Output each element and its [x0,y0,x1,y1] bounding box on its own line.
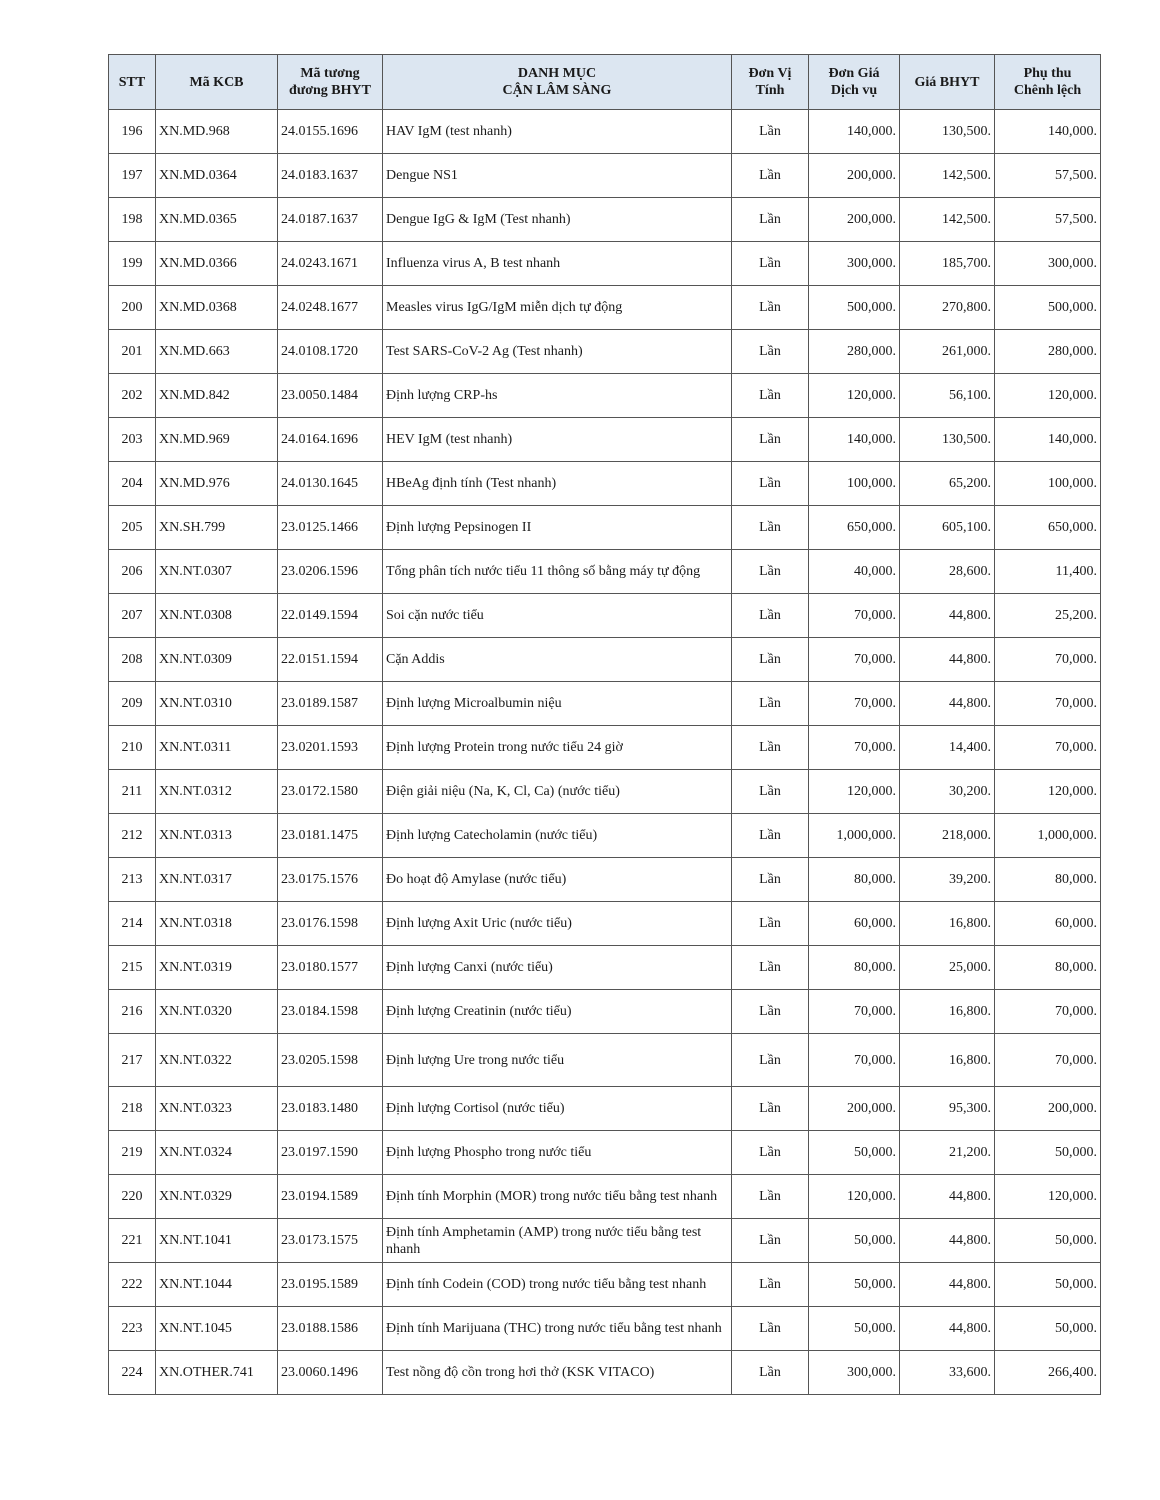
table-row [109,418,1101,462]
cell-service-name: Tổng phân tích nước tiểu 11 thông số bằng máy tự động [383,550,732,594]
cell-don-gia: 50,000. [809,1307,900,1351]
cell-phu-thu: 70,000. [995,682,1101,726]
cell-gia-bhyt: 65,200. [900,462,995,506]
cell-gia-bhyt: 16,800. [900,1034,995,1087]
cell-ma-kcb: XN.NT.0311 [156,726,278,770]
table-header-row [109,55,1101,110]
cell-phu-thu: 140,000. [995,418,1101,462]
cell-ma-bhyt: 23.0184.1598 [278,990,383,1034]
cell-unit: Lần [732,550,809,594]
cell-gia-bhyt: 185,700. [900,242,995,286]
table-row [109,198,1101,242]
cell-don-gia: 100,000. [809,462,900,506]
cell-gia-bhyt: 25,000. [900,946,995,990]
cell-phu-thu: 50,000. [995,1263,1101,1307]
cell-ma-kcb: XN.MD.0364 [156,154,278,198]
cell-gia-bhyt: 30,200. [900,770,995,814]
cell-unit: Lần [732,858,809,902]
cell-ma-bhyt: 23.0173.1575 [278,1219,383,1263]
cell-unit: Lần [732,198,809,242]
cell-stt: 220 [109,1175,156,1219]
cell-phu-thu: 11,400. [995,550,1101,594]
cell-phu-thu: 50,000. [995,1307,1101,1351]
cell-ma-kcb: XN.NT.0324 [156,1131,278,1175]
cell-don-gia: 300,000. [809,1351,900,1395]
table-row [109,858,1101,902]
cell-stt: 200 [109,286,156,330]
table-row [109,638,1101,682]
table-row [109,374,1101,418]
cell-don-gia: 140,000. [809,110,900,154]
cell-don-gia: 70,000. [809,594,900,638]
cell-ma-kcb: XN.NT.0312 [156,770,278,814]
cell-phu-thu: 50,000. [995,1131,1101,1175]
cell-service-name: Đo hoạt độ Amylase (nước tiểu) [383,858,732,902]
cell-ma-kcb: XN.NT.0320 [156,990,278,1034]
cell-ma-bhyt: 23.0206.1596 [278,550,383,594]
cell-unit: Lần [732,770,809,814]
header-ma-kcb: Mã KCB [156,55,278,110]
cell-ma-bhyt: 24.0187.1637 [278,198,383,242]
cell-ma-bhyt: 23.0188.1586 [278,1307,383,1351]
cell-don-gia: 80,000. [809,858,900,902]
cell-ma-bhyt: 24.0130.1645 [278,462,383,506]
cell-phu-thu: 280,000. [995,330,1101,374]
cell-ma-kcb: XN.MD.663 [156,330,278,374]
header-stt: STT [109,55,156,110]
cell-gia-bhyt: 16,800. [900,902,995,946]
cell-unit: Lần [732,594,809,638]
table-row [109,902,1101,946]
cell-phu-thu: 70,000. [995,638,1101,682]
cell-stt: 215 [109,946,156,990]
cell-phu-thu: 100,000. [995,462,1101,506]
header-don-gia-line2: Dịch vụ [830,83,878,98]
cell-gia-bhyt: 44,800. [900,638,995,682]
cell-gia-bhyt: 261,000. [900,330,995,374]
cell-service-name: HEV IgM (test nhanh) [383,418,732,462]
header-gia-bhyt: Giá BHYT [900,55,995,110]
cell-ma-bhyt: 22.0151.1594 [278,638,383,682]
cell-ma-bhyt: 23.0194.1589 [278,1175,383,1219]
cell-gia-bhyt: 39,200. [900,858,995,902]
cell-ma-bhyt: 24.0183.1637 [278,154,383,198]
cell-phu-thu: 300,000. [995,242,1101,286]
table-row [109,154,1101,198]
cell-gia-bhyt: 44,800. [900,1175,995,1219]
cell-service-name: Định lượng CRP-hs [383,374,732,418]
cell-don-gia: 200,000. [809,154,900,198]
cell-phu-thu: 120,000. [995,770,1101,814]
cell-gia-bhyt: 56,100. [900,374,995,418]
cell-don-gia: 60,000. [809,902,900,946]
cell-unit: Lần [732,418,809,462]
cell-service-name: Định tính Morphin (MOR) trong nước tiểu bằng test nhanh [383,1175,732,1219]
cell-gia-bhyt: 95,300. [900,1087,995,1131]
cell-stt: 198 [109,198,156,242]
cell-ma-bhyt: 23.0060.1496 [278,1351,383,1395]
cell-phu-thu: 80,000. [995,946,1101,990]
cell-ma-kcb: XN.NT.0307 [156,550,278,594]
cell-unit: Lần [732,110,809,154]
table-row [109,286,1101,330]
cell-service-name: Influenza virus A, B test nhanh [383,242,732,286]
cell-ma-kcb: XN.NT.0323 [156,1087,278,1131]
cell-phu-thu: 57,500. [995,154,1101,198]
cell-unit: Lần [732,1087,809,1131]
cell-service-name: Điện giải niệu (Na, K, Cl, Ca) (nước tiểu) [383,770,732,814]
table-row [109,990,1101,1034]
table-row [109,110,1101,154]
cell-gia-bhyt: 270,800. [900,286,995,330]
cell-service-name: Measles virus IgG/IgM miễn dịch tự động [383,286,732,330]
cell-ma-kcb: XN.NT.0329 [156,1175,278,1219]
cell-service-name: Định lượng Catecholamin (nước tiểu) [383,814,732,858]
cell-unit: Lần [732,242,809,286]
header-ma-tuong-duong: Mã tương đương BHYT [278,55,383,110]
cell-gia-bhyt: 28,600. [900,550,995,594]
cell-don-gia: 70,000. [809,726,900,770]
cell-ma-bhyt: 24.0164.1696 [278,418,383,462]
cell-gia-bhyt: 21,200. [900,1131,995,1175]
cell-ma-bhyt: 23.0189.1587 [278,682,383,726]
cell-gia-bhyt: 33,600. [900,1351,995,1395]
cell-ma-kcb: XN.MD.842 [156,374,278,418]
cell-phu-thu: 70,000. [995,726,1101,770]
cell-ma-kcb: XN.MD.968 [156,110,278,154]
cell-ma-kcb: XN.NT.0313 [156,814,278,858]
cell-phu-thu: 57,500. [995,198,1101,242]
cell-ma-bhyt: 24.0108.1720 [278,330,383,374]
cell-don-gia: 140,000. [809,418,900,462]
cell-don-gia: 40,000. [809,550,900,594]
cell-ma-bhyt: 23.0183.1480 [278,1087,383,1131]
cell-stt: 214 [109,902,156,946]
header-phu-thu-line1: Phụ thu [1023,66,1072,81]
cell-service-name: Định lượng Axit Uric (nước tiểu) [383,902,732,946]
cell-phu-thu: 50,000. [995,1219,1101,1263]
cell-don-gia: 70,000. [809,1034,900,1087]
cell-ma-bhyt: 23.0180.1577 [278,946,383,990]
cell-unit: Lần [732,682,809,726]
cell-stt: 223 [109,1307,156,1351]
table-row [109,1087,1101,1131]
cell-stt: 204 [109,462,156,506]
cell-ma-bhyt: 23.0201.1593 [278,726,383,770]
table-row [109,1219,1101,1263]
cell-phu-thu: 70,000. [995,1034,1101,1087]
cell-ma-kcb: XN.MD.0368 [156,286,278,330]
cell-stt: 203 [109,418,156,462]
cell-don-gia: 120,000. [809,1175,900,1219]
table-row [109,462,1101,506]
cell-gia-bhyt: 14,400. [900,726,995,770]
cell-don-gia: 70,000. [809,682,900,726]
cell-service-name: HBeAg định tính (Test nhanh) [383,462,732,506]
cell-stt: 212 [109,814,156,858]
cell-phu-thu: 60,000. [995,902,1101,946]
header-don-vi-line2: Tính [755,83,785,98]
cell-gia-bhyt: 218,000. [900,814,995,858]
cell-stt: 218 [109,1087,156,1131]
cell-ma-bhyt: 23.0172.1580 [278,770,383,814]
cell-stt: 208 [109,638,156,682]
cell-phu-thu: 650,000. [995,506,1101,550]
cell-gia-bhyt: 605,100. [900,506,995,550]
cell-unit: Lần [732,1219,809,1263]
cell-service-name: Định lượng Cortisol (nước tiểu) [383,1087,732,1131]
cell-stt: 205 [109,506,156,550]
cell-service-name: Test SARS-CoV-2 Ag (Test nhanh) [383,330,732,374]
table-row [109,506,1101,550]
cell-ma-bhyt: 23.0125.1466 [278,506,383,550]
cell-ma-bhyt: 23.0176.1598 [278,902,383,946]
cell-don-gia: 500,000. [809,286,900,330]
table-row [109,594,1101,638]
cell-unit: Lần [732,1307,809,1351]
cell-unit: Lần [732,1034,809,1087]
cell-service-name: Dengue IgG & IgM (Test nhanh) [383,198,732,242]
header-danh-muc-line2: CẬN LÂM SÀNG [502,83,612,98]
cell-unit: Lần [732,638,809,682]
cell-ma-bhyt: 23.0205.1598 [278,1034,383,1087]
cell-gia-bhyt: 16,800. [900,990,995,1034]
cell-unit: Lần [732,506,809,550]
cell-service-name: Định lượng Pepsinogen II [383,506,732,550]
cell-stt: 206 [109,550,156,594]
cell-phu-thu: 70,000. [995,990,1101,1034]
table-row [109,1307,1101,1351]
table-row [109,814,1101,858]
cell-don-gia: 1,000,000. [809,814,900,858]
cell-phu-thu: 200,000. [995,1087,1101,1131]
cell-service-name: Định lượng Canxi (nước tiểu) [383,946,732,990]
cell-gia-bhyt: 44,800. [900,1263,995,1307]
table-row [109,1034,1101,1087]
header-don-vi [732,55,809,110]
cell-service-name: Định lượng Microalbumin niệu [383,682,732,726]
cell-phu-thu: 140,000. [995,110,1101,154]
cell-unit: Lần [732,1263,809,1307]
cell-unit: Lần [732,330,809,374]
cell-ma-kcb: XN.OTHER.741 [156,1351,278,1395]
cell-don-gia: 80,000. [809,946,900,990]
cell-gia-bhyt: 142,500. [900,198,995,242]
header-phu-thu [995,55,1101,110]
cell-don-gia: 70,000. [809,638,900,682]
cell-ma-bhyt: 24.0155.1696 [278,110,383,154]
cell-unit: Lần [732,1351,809,1395]
cell-phu-thu: 500,000. [995,286,1101,330]
cell-ma-kcb: XN.NT.0319 [156,946,278,990]
cell-unit: Lần [732,154,809,198]
table-row [109,550,1101,594]
header-phu-thu-line2: Chênh lệch [1013,83,1082,98]
cell-service-name: Định tính Codein (COD) trong nước tiểu bằng test nhanh [383,1263,732,1307]
cell-stt: 196 [109,110,156,154]
cell-gia-bhyt: 44,800. [900,1307,995,1351]
cell-don-gia: 200,000. [809,1087,900,1131]
cell-ma-kcb: XN.SH.799 [156,506,278,550]
cell-don-gia: 200,000. [809,198,900,242]
header-don-gia-line1: Đơn Giá [828,66,880,81]
table-row [109,1175,1101,1219]
cell-ma-kcb: XN.NT.1044 [156,1263,278,1307]
cell-don-gia: 70,000. [809,990,900,1034]
cell-gia-bhyt: 130,500. [900,110,995,154]
cell-ma-bhyt: 23.0197.1590 [278,1131,383,1175]
cell-ma-bhyt: 23.0181.1475 [278,814,383,858]
cell-unit: Lần [732,946,809,990]
cell-stt: 199 [109,242,156,286]
table-row [109,330,1101,374]
cell-don-gia: 50,000. [809,1263,900,1307]
cell-ma-bhyt: 24.0248.1677 [278,286,383,330]
table-row [109,242,1101,286]
cell-service-name: Cặn Addis [383,638,732,682]
cell-phu-thu: 25,200. [995,594,1101,638]
table-row [109,946,1101,990]
table-row [109,1351,1101,1395]
cell-ma-kcb: XN.NT.0317 [156,858,278,902]
cell-stt: 224 [109,1351,156,1395]
cell-stt: 210 [109,726,156,770]
cell-ma-kcb: XN.NT.0310 [156,682,278,726]
cell-stt: 219 [109,1131,156,1175]
cell-service-name: Định lượng Ure trong nước tiểu [383,1034,732,1087]
cell-gia-bhyt: 44,800. [900,1219,995,1263]
cell-unit: Lần [732,1175,809,1219]
cell-don-gia: 120,000. [809,770,900,814]
cell-ma-kcb: XN.MD.0365 [156,198,278,242]
cell-unit: Lần [732,286,809,330]
cell-unit: Lần [732,902,809,946]
cell-don-gia: 280,000. [809,330,900,374]
cell-gia-bhyt: 142,500. [900,154,995,198]
cell-ma-kcb: XN.NT.1045 [156,1307,278,1351]
header-don-gia [809,55,900,110]
cell-ma-kcb: XN.NT.0322 [156,1034,278,1087]
cell-gia-bhyt: 44,800. [900,682,995,726]
cell-don-gia: 300,000. [809,242,900,286]
cell-ma-kcb: XN.NT.0318 [156,902,278,946]
cell-phu-thu: 1,000,000. [995,814,1101,858]
header-don-vi-line1: Đơn Vị [748,66,792,81]
cell-don-gia: 50,000. [809,1219,900,1263]
table-row [109,1131,1101,1175]
cell-phu-thu: 120,000. [995,1175,1101,1219]
cell-stt: 221 [109,1219,156,1263]
cell-unit: Lần [732,814,809,858]
table-row [109,770,1101,814]
cell-ma-kcb: XN.NT.0308 [156,594,278,638]
cell-service-name: Soi cặn nước tiểu [383,594,732,638]
cell-stt: 197 [109,154,156,198]
cell-stt: 207 [109,594,156,638]
cell-service-name: Định lượng Protein trong nước tiểu 24 giờ [383,726,732,770]
cell-ma-kcb: XN.MD.969 [156,418,278,462]
cell-phu-thu: 80,000. [995,858,1101,902]
cell-unit: Lần [732,374,809,418]
cell-ma-kcb: XN.NT.0309 [156,638,278,682]
cell-ma-kcb: XN.MD.0366 [156,242,278,286]
cell-stt: 209 [109,682,156,726]
cell-gia-bhyt: 44,800. [900,594,995,638]
cell-service-name: Định tính Amphetamin (AMP) trong nước tiểu bằng test nhanh [383,1219,732,1263]
header-danh-muc-line1: DANH MỤC [517,66,597,81]
cell-service-name: Test nồng độ cồn trong hơi thở (KSK VITACO) [383,1351,732,1395]
cell-stt: 216 [109,990,156,1034]
cell-service-name: Dengue NS1 [383,154,732,198]
header-danh-muc [383,55,732,110]
cell-phu-thu: 120,000. [995,374,1101,418]
cell-ma-bhyt: 22.0149.1594 [278,594,383,638]
cell-unit: Lần [732,1131,809,1175]
cell-ma-kcb: XN.NT.1041 [156,1219,278,1263]
cell-stt: 213 [109,858,156,902]
cell-don-gia: 120,000. [809,374,900,418]
cell-ma-bhyt: 24.0243.1671 [278,242,383,286]
cell-don-gia: 650,000. [809,506,900,550]
cell-phu-thu: 266,400. [995,1351,1101,1395]
cell-service-name: Định lượng Creatinin (nước tiểu) [383,990,732,1034]
cell-don-gia: 50,000. [809,1131,900,1175]
price-table [108,54,1101,1395]
table-row [109,682,1101,726]
cell-stt: 201 [109,330,156,374]
cell-service-name: Định lượng Phospho trong nước tiểu [383,1131,732,1175]
table-row [109,1263,1101,1307]
cell-service-name: HAV IgM (test nhanh) [383,110,732,154]
cell-stt: 217 [109,1034,156,1087]
cell-ma-bhyt: 23.0175.1576 [278,858,383,902]
cell-service-name: Định tính Marijuana (THC) trong nước tiểu bằng test nhanh [383,1307,732,1351]
table-body [109,110,1101,1395]
cell-stt: 222 [109,1263,156,1307]
cell-gia-bhyt: 130,500. [900,418,995,462]
cell-stt: 202 [109,374,156,418]
cell-unit: Lần [732,726,809,770]
cell-ma-kcb: XN.MD.976 [156,462,278,506]
cell-ma-bhyt: 23.0050.1484 [278,374,383,418]
cell-unit: Lần [732,462,809,506]
cell-ma-bhyt: 23.0195.1589 [278,1263,383,1307]
table-row [109,726,1101,770]
cell-unit: Lần [732,990,809,1034]
cell-stt: 211 [109,770,156,814]
